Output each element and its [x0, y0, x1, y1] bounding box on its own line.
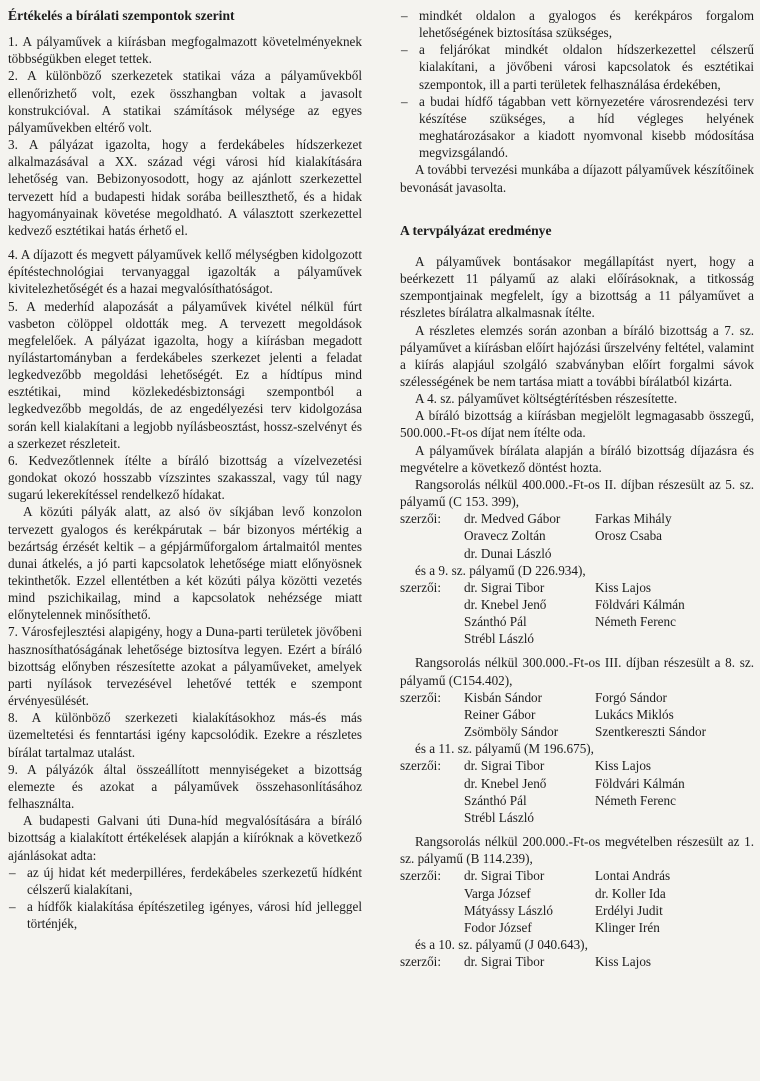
recommendation-item: – a budai hídfő tágabban vett környezetére városrendezési terv készítése szükséges, a híd végleges helyének meghatározásakor a kiadott nyomvonal kisebb módosítása megvizsgálandó. — [400, 93, 754, 162]
further-design-paragraph: A további tervezési munkába a díjazott pályaművek készítőinek bevonását javasolta. — [400, 162, 754, 195]
third-prize: Rangsorolás nélkül 300.000.-Ft-os III. díjban részesült a 8. sz. pályamű (C154.402), — [400, 655, 754, 688]
recommendation-item: – mindkét oldalon a gyalogos és kerékpáros forgalom lehetőségének biztosítása szükséges, — [400, 7, 754, 41]
author-name: dr. Knebel Jenő — [464, 775, 547, 791]
author-name: Forgó Sándor — [595, 689, 667, 705]
author-name: Kiss Lajos — [595, 954, 652, 970]
author-name: Orosz Csaba — [595, 528, 663, 544]
author-name: Földvári Kálmán — [595, 597, 685, 612]
author-name: Szánthó Pál — [464, 614, 527, 630]
point-3: 3. A pályázat igazolta, hogy a ferdekábeles hídszerkezet alkalmazásával a XX. század végi városi híd kialakítására lehetőség van. Bebizonyosodott, hogy az ajánlott szerkezettel tervezett híd a budapesti hidak sorába beilleszthető, és a hidak hagyományainak követése megoldható. A választott szerkezettel kedvező esztétikai hatás érhető el. — [8, 137, 362, 238]
author-name: Lukács Miklós — [595, 706, 674, 722]
author-name: Fodor József — [464, 919, 532, 935]
point-5: 5. A mederhíd alapozását a pályaművek kivétel nélkül fúrt vasbeton cölöppel oldották meg. A tervezett megoldások megfelelőek. A pályázat igazolta, hogy a kiírásban megadott nyílástartományban a ferdekábeles szerkezet jelenti a feladat legkedvezőbb megoldási lehetőségét. Ez a hídtípus mind esztétikai, mind közlekedésbiztonsági szempontból a legkedvezőbb megoldás, de az engedélyezési terv kidolgozása során kell kialakítani a legjobb nyílásbeosztást, hossz-szelvényt és a szerkezet részleteit. — [8, 298, 362, 451]
result-paragraph: A pályaművek bírálata alapján a bíráló bizottság díjazásra és megvételre a következő döntést hozta. — [400, 442, 754, 475]
authors-list — [400, 579, 754, 648]
result-paragraph: A 4. sz. pályaművet költségtérítésben részesítette. — [415, 391, 678, 407]
authors-label: szerzői: — [400, 689, 442, 705]
left-column — [8, 7, 362, 932]
author-name: Kiss Lajos — [595, 579, 652, 595]
author-name: dr. Sigrai Tibor — [464, 868, 545, 884]
purchase: Rangsorolás nélkül 200.000.-Ft-os megvételben részesült az 1. sz. pályamű (B 114.239), — [400, 834, 754, 867]
author-name: dr. Knebel Jenő — [464, 597, 547, 612]
author-name: Reiner Gábor — [464, 706, 536, 722]
evaluation-heading: Értékelés a bírálati szempontok szerint — [8, 8, 235, 23]
right-column — [400, 7, 754, 970]
result-paragraph: A bíráló bizottság a kiírásban megjelölt legmagasabb összegű, 500.000.-Ft-os díjat nem ítélte oda. — [400, 408, 754, 441]
authors-list — [400, 689, 754, 740]
recommendation-item: – az új hidat két mederpilléres, ferdekábeles szerkezetű hídként célszerű kialakítani, — [8, 864, 362, 898]
result-paragraph: A részletes elemzés során azonban a bíráló bizottság a 7. sz. pályaművet a kiírásban előírt hajózási űrszelvény feltétel, valamint a kiírás alapjául szolgáló szabványban előírt forgalmi sávok szélességének be nem tartása miatt a további bírálatból kizárta. — [400, 322, 754, 389]
authors-list — [400, 867, 754, 936]
author-name: Mátyássy László — [464, 902, 553, 918]
second-prize: Rangsorolás nélkül 400.000.-Ft-os II. díjban részesült az 5. sz. pályamű (C 153. 399), — [400, 476, 754, 510]
authors-list — [400, 953, 754, 970]
result-paragraph: A pályaművek bontásakor megállapítást nyert, hogy a beérkezett 11 pályamű az alaki előírásoknak, a titkosság szempontjainak megfelelt, így a bizottság a 11 pályaművet a részletes bírálatra alkalmasnak ítélte. — [400, 253, 754, 321]
authors-label: szerzői: — [400, 868, 442, 884]
recommendation-item: – a feljárókat mindkét oldalon hídszerkezettel célszerű kialakítani, a jövőbeni városi kapcsolatok és esztétikai szempontok, ill a parti területek felhasználása érdekében, — [400, 41, 754, 92]
author-name: Kisbán Sándor — [464, 689, 543, 705]
entry-and: és a 11. sz. pályamű (M 196.675), — [415, 741, 594, 757]
author-name: Kiss Lajos — [595, 758, 652, 774]
author-name: dr. Sigrai Tibor — [464, 954, 545, 970]
authors-list — [400, 757, 754, 826]
authors-label: szerzői: — [400, 579, 442, 595]
author-name: Strébl László — [464, 631, 534, 647]
author-name: Földvári Kálmán — [595, 775, 685, 791]
authors-list — [400, 510, 754, 561]
point-7: 7. Városfejlesztési alapigény, hogy a Duna-parti területek jövőbeni hasznosíthatóságának lehetősége biztosítva legyen. Ezért a bíráló bizottság előnyben részesítette azokat a pályaműveket, amelyek parti nyílások tervezésével lehetővé tették e szempont érvényesülését. — [8, 624, 362, 709]
author-name: dr. Dunai László — [464, 545, 552, 561]
author-name: Szánthó Pál — [464, 792, 527, 808]
authors-label: szerzői: — [400, 758, 442, 774]
author-name: Németh Ferenc — [595, 614, 676, 630]
result-heading: A tervpályázat eredménye — [400, 222, 552, 238]
author-name: dr. Koller Ida — [595, 885, 666, 901]
point-9: 9. A pályázók által összeállított mennyiségeket a bizottság elemezte és azokat a pályaművek összehasonlításához felhasználta. — [8, 761, 362, 812]
point-6-continued: A közúti pályák alatt, az alsó öv síkjában levő konzolon tervezett gyalogos és kerékpárutak – bár bizonyos mértékig a bezártság érzését keltik – a gépjárműforgalom ártalmaitól mentes dunai átkelés, a jó parti kapcsolatok lehetősége miatt előnyösnek tekinthetők. Ezzel ellentétben a két közúti pálya közötti vezetés mind pszichikailag, mind a kapcsolatok nehézsége miatt előnytelennek minősíthető. — [8, 504, 362, 623]
point-1: 1. A pályaművek a kiírásban megfogalmazott követelményeknek többségükben eleget tettek. — [8, 34, 362, 67]
authors-label: szerzői: — [400, 511, 442, 527]
author-name: dr. Medved Gábor — [464, 511, 561, 527]
author-name: Varga József — [464, 885, 531, 901]
author-name: dr. Sigrai Tibor — [464, 758, 545, 774]
author-name: Oravecz Zoltán — [464, 528, 546, 544]
author-name: Lontai András — [595, 868, 671, 884]
recommendation-item: – a hídfők kialakítása építészetileg igényes, városi híd jelleggel történjék, — [8, 898, 362, 932]
author-name: Farkas Mihály — [595, 511, 672, 527]
author-name: Erdélyi Judit — [595, 902, 663, 918]
entry-and: és a 10. sz. pályamű (J 040.643), — [415, 936, 588, 952]
point-4: 4. A díjazott és megvett pályaművek kellő mélységben kidolgozott építéstechnológiai tervanyaggal igazolták a pályaművek kivitelezhetőségét és a hazai megvalósíthatóságot. — [8, 247, 362, 297]
point-6: 6. Kedvezőtlennek ítélte a bíráló bizottság a vízelvezetési gondokat okozó hosszabb vízszintes szakasszal, vagy túl nagy sugarú lekerekítéssel rendelkező hídakat. — [8, 452, 362, 503]
entry-and: és a 9. sz. pályamű (D 226.934), — [415, 562, 586, 578]
authors-label: szerzői: — [400, 954, 442, 970]
point-2: 2. A különböző szerkezetek statikai váza a pályaművekből ellenőrizhető volt, ezek összhangban voltak a javasolt konstrukcióval. A statikai számítások mélysége az egyes pályaművekben eltérő volt. — [8, 68, 362, 135]
author-name: Szentkereszti Sándor — [595, 724, 706, 740]
point-8: 8. A különböző szerkezeti kialakításokhoz más-és más üzemeltetési és fenntartási igény kapcsolódik. Ezekre a részletes bírálat tartalmaz utalást. — [8, 710, 362, 760]
recommendations-intro: A budapesti Galvani úti Duna-híd megvalósítására a bíráló bizottság a kialakított értékelések alapján a kiíróknak a következő ajánlásokat adta: — [8, 813, 362, 863]
author-name: Németh Ferenc — [595, 792, 676, 808]
author-name: Strébl László — [464, 809, 534, 825]
author-name: Zsömböly Sándor — [464, 724, 559, 740]
author-name: Klinger Irén — [595, 919, 660, 935]
author-name: dr. Sigrai Tibor — [464, 579, 545, 595]
